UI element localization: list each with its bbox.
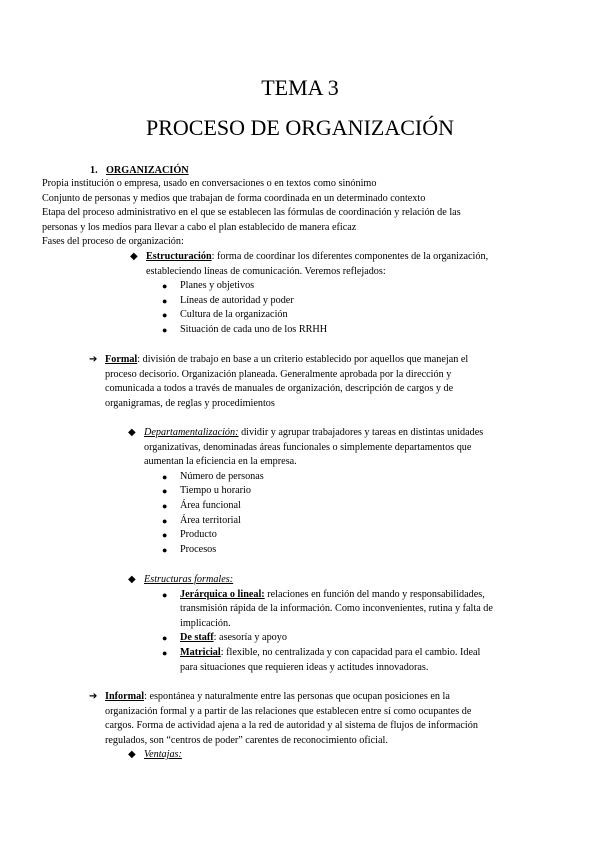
section-label: ORGANIZACIÓN <box>106 165 189 176</box>
list-item: ● Jerárquica o lineal: relaciones en función del mando y responsabilidades, transmisión rápida de la información. Como inconvenientes, rutina y falta de implicación. <box>162 588 493 629</box>
estructuracion-block <box>130 250 550 338</box>
intro-line: Etapa del proceso administrativo en el que se establecen las fórmulas de coordinación y relación de las <box>42 207 461 219</box>
list-item: ● Área funcional <box>162 499 548 514</box>
dot-bullet-icon: ● <box>162 295 168 306</box>
estructuras-block <box>128 573 558 675</box>
ventajas-label: Ventajas: <box>144 749 182 760</box>
informal-line: regulados, son “centros de poder” carentes de reconocimiento oficial. <box>105 734 388 746</box>
arrow-bullet-icon: ➔ <box>89 691 98 702</box>
departamentalizacion-line: organizativas, denominadas áreas funcionales o simplemente departamentos que <box>144 441 472 453</box>
intro-line: Conjunto de personas y medios que trabajan de forma coordinada en un determinado contexto <box>42 192 426 204</box>
dot-bullet-icon: ● <box>162 589 168 600</box>
departamentalizacion-line: Departamentalización: dividir y agrupar trabajadores y tareas en distintas unidades <box>144 427 484 438</box>
dot-bullet-icon: ● <box>162 647 168 658</box>
formal-block <box>89 353 539 411</box>
ventajas-block <box>128 748 328 763</box>
informal-line: Informal: espontánea y naturalmente entre las personas que ocupan posiciones en la <box>105 691 450 702</box>
page-subtitle: PROCESO DE ORGANIZACIÓN <box>145 115 454 140</box>
section-number: 1. <box>90 165 98 176</box>
intro-paragraph <box>42 177 562 250</box>
informal-line: organización formal y a partir de las relaciones que establecen entre sí como ocupantes de <box>105 705 472 717</box>
list-item: ● Tiempo u horario <box>162 484 548 499</box>
list-item: ● Matricial: flexible, no centralizada y con capacidad para el cambio. Ideal para situaciones que requieren ideas y actitudes innovadoras. <box>162 646 481 673</box>
intro-line: Propia institución o empresa, usado en conversaciones o en textos como sinónimo <box>42 178 377 189</box>
dot-bullet-icon: ● <box>162 515 168 526</box>
estructuracion-line: estableciendo líneas de comunicación. Veremos reflejados: <box>146 265 386 277</box>
estructuracion-term: Estructuración <box>146 251 212 262</box>
estructuracion-line: Estructuración: forma de coordinar los diferentes componentes de la organización, <box>146 251 489 262</box>
departamentalizacion-block <box>128 426 548 557</box>
informal-block <box>89 690 559 748</box>
dot-bullet-icon: ● <box>162 500 168 511</box>
estructuras-term: Estructuras formales: <box>144 574 234 585</box>
formal-line: organigramas, de reglas y procedimientos <box>105 397 275 409</box>
informal-term: Informal <box>105 691 145 702</box>
dot-bullet-icon: ● <box>162 324 168 335</box>
dot-bullet-icon: ● <box>162 530 168 541</box>
list-item: ● Situación de cada uno de los RRHH <box>162 323 550 338</box>
dot-bullet-icon: ● <box>162 471 168 482</box>
dot-bullet-icon: ● <box>162 633 168 644</box>
formal-term: Formal <box>105 354 138 365</box>
list-item: ● Número de personas <box>162 470 548 485</box>
dot-bullet-icon: ● <box>162 486 168 497</box>
dot-bullet-icon: ● <box>162 310 168 321</box>
departamentalizacion-term: Departamentalización: <box>144 427 239 438</box>
departamentalizacion-line: aumentan la eficiencia en la empresa. <box>144 456 297 468</box>
diamond-bullet-icon: ◆ <box>128 749 136 760</box>
diamond-bullet-icon: ◆ <box>130 251 138 262</box>
list-item: ● Procesos <box>162 543 548 558</box>
list-item: ● Cultura de la organización <box>162 308 550 323</box>
intro-line: Fases del proceso de organización: <box>42 236 184 248</box>
list-item: ● Producto <box>162 528 548 543</box>
list-item: ● Líneas de autoridad y poder <box>162 294 550 309</box>
formal-line: comunicada a todos a través de manuales de organización, descripción de cargos y de <box>105 383 454 395</box>
list-item: ● Planes y objetivos <box>162 279 550 294</box>
formal-line: proceso decisorio. Organización planeada. Generalmente aprobada por la dirección y <box>105 368 452 380</box>
dot-bullet-icon: ● <box>162 281 168 292</box>
list-item: ● Área territorial <box>162 514 548 529</box>
staff-term: De staff <box>180 632 214 644</box>
informal-line: cargos. Forma de actividad ajena a la red de autoridad y al sistema de flujos de información <box>105 720 478 732</box>
jerarquica-term: Jerárquica o lineal: <box>180 588 265 600</box>
page-title: TEMA 3 <box>261 75 339 100</box>
diamond-bullet-icon: ◆ <box>128 574 136 585</box>
intro-line: personas y los medios para llevar a cabo el plan establecido de manera eficaz <box>42 221 357 233</box>
diamond-bullet-icon: ◆ <box>128 427 136 438</box>
formal-line: Formal: división de trabajo en base a un criterio establecido por aquellos que manejan el <box>105 354 469 365</box>
matricial-term: Matricial <box>180 646 221 658</box>
dot-bullet-icon: ● <box>162 544 168 555</box>
list-item: ● De staff: asesoría y apoyo <box>162 631 558 646</box>
arrow-bullet-icon: ➔ <box>89 354 98 365</box>
